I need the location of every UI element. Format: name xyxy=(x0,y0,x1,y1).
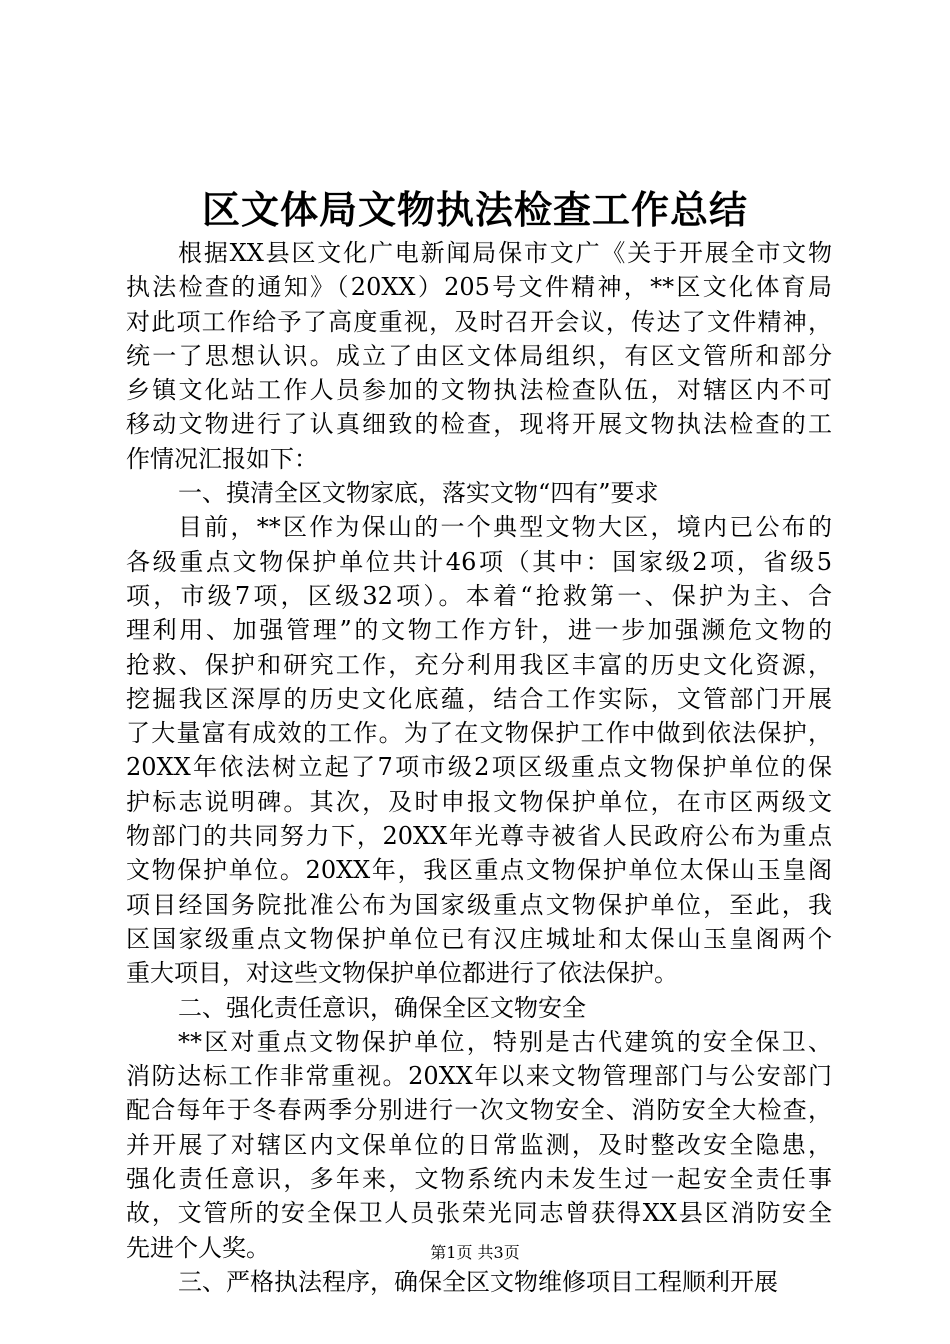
body-line: 执法检查的通知》（20XX）205号文件精神，**区文化体育局 xyxy=(126,273,832,302)
body-line: 重大项目，对这些文物保护单位都进行了依法保护。 xyxy=(126,959,678,988)
body-line: 消防达标工作非常重视。20XX年以来文物管理部门与公安部门 xyxy=(126,1062,832,1091)
section-heading: 二、强化责任意识，确保全区文物安全 xyxy=(178,993,586,1022)
body-line: 乡镇文化站工作人员参加的文物执法检查队伍，对辖区内不可 xyxy=(126,376,832,405)
body-line: 文物保护单位。20XX年，我区重点文物保护单位太保山玉皇阁 xyxy=(126,856,832,885)
body-line: 各级重点文物保护单位共计46项（其中：国家级2项，省级5 xyxy=(126,547,832,576)
body-line: 先进个人奖。 xyxy=(126,1233,270,1262)
body-line: 护标志说明碑。其次，及时申报文物保护单位，在市区两级文 xyxy=(126,787,832,816)
body-line: 抢救、保护和研究工作，充分利用我区丰富的历史文化资源， xyxy=(126,650,832,679)
body-line: 强化责任意识，多年来，文物系统内未发生过一起安全责任事 xyxy=(126,1165,832,1194)
document-body xyxy=(126,236,832,1299)
body-line: 项，市级7项，区级32项）。本着“抢救第一、保护为主、合 xyxy=(126,581,832,610)
body-line: 项目经国务院批准公布为国家级重点文物保护单位，至此，我 xyxy=(126,890,832,919)
document-title: 区文体局文物执法检查工作总结 xyxy=(201,187,748,232)
section-heading: 三、严格执法程序，确保全区文物维修项目工程顺利开展 xyxy=(178,1267,778,1296)
section-heading: 一、摸清全区文物家底，落实文物“四有”要求 xyxy=(178,479,659,508)
body-line: 20XX年依法树立起了7项市级2项区级重点文物保护单位的保 xyxy=(126,753,832,782)
body-line: 配合每年于冬春两季分别进行一次文物安全、消防安全大检查， xyxy=(126,1096,832,1125)
body-line: 物部门的共同努力下，20XX年光尊寺被省人民政府公布为重点 xyxy=(126,822,832,851)
body-line: 理利用、加强管理”的文物工作方针，进一步加强濒危文物的 xyxy=(126,616,832,645)
body-line: 对此项工作给予了高度重视，及时召开会议，传达了文件精神， xyxy=(126,307,832,336)
body-line: 根据XX县区文化广电新闻局保市文广《关于开展全市文物 xyxy=(178,239,832,267)
body-line: 移动文物进行了认真细致的检查，现将开展文物执法检查的工 xyxy=(126,410,832,439)
body-line: **区对重点文物保护单位，特别是古代建筑的安全保卫、 xyxy=(178,1027,832,1056)
page-footer: 第1页 共3页 xyxy=(430,1243,520,1262)
body-line: 目前，**区作为保山的一个典型文物大区，境内已公布的 xyxy=(178,513,832,542)
body-line: 区国家级重点文物保护单位已有汉庄城址和太保山玉皇阁两个 xyxy=(126,924,832,953)
body-line: 挖掘我区深厚的历史文化底蕴，结合工作实际，文管部门开展 xyxy=(126,684,832,713)
body-line: 作情况汇报如下： xyxy=(126,444,318,473)
body-line: 了大量富有成效的工作。为了在文物保护工作中做到依法保护， xyxy=(126,719,832,748)
body-line: 统一了思想认识。成立了由区文体局组织，有区文管所和部分 xyxy=(126,341,832,370)
body-line: 故，文管所的安全保卫人员张荣光同志曾获得XX县区消防安全 xyxy=(126,1199,832,1228)
body-line: 并开展了对辖区内文保单位的日常监测，及时整改安全隐患， xyxy=(126,1130,832,1159)
